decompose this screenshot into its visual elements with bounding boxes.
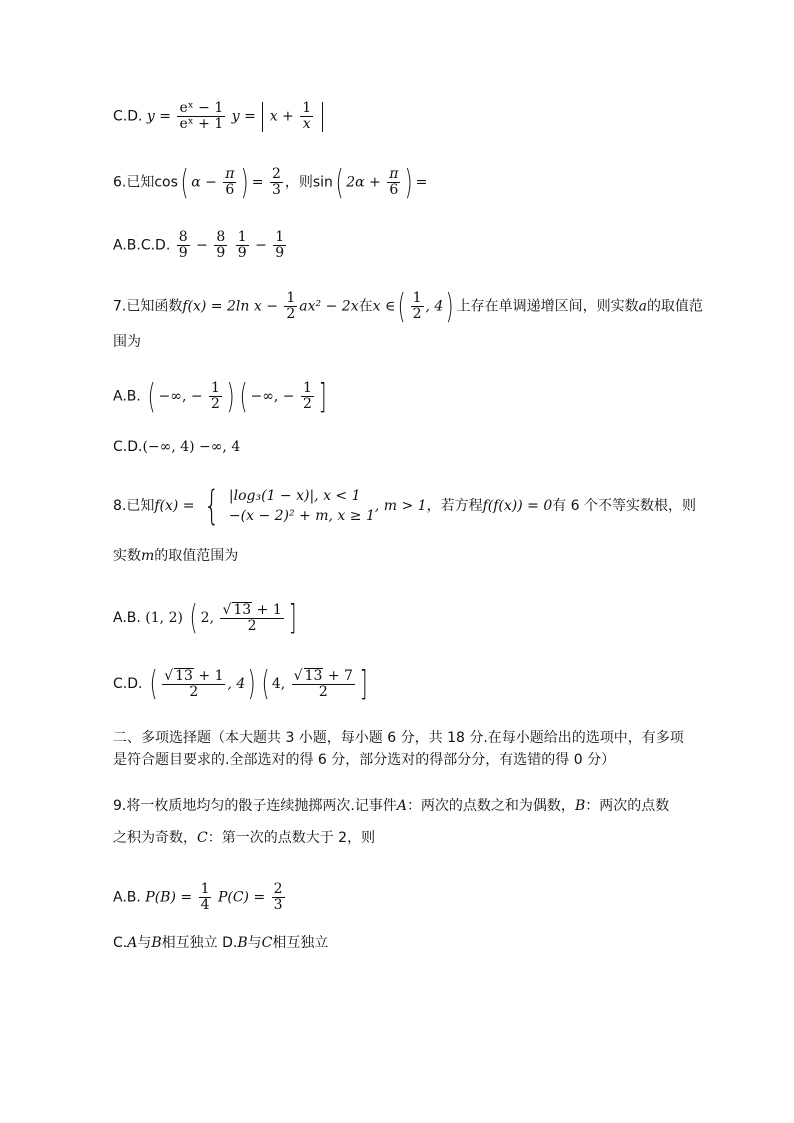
q7-interval-den: 2: [412, 306, 422, 322]
q6-six: 6: [225, 182, 235, 198]
q8-opt-b-frac: [220, 602, 283, 634]
q6-opt-b-den: 9: [216, 245, 226, 261]
q5-options-cd: [113, 101, 325, 132]
q6-three: 3: [271, 182, 281, 198]
q6-options: [113, 230, 288, 261]
q7-opt-b-num: 1: [302, 380, 312, 396]
q5-fraction-c: [177, 101, 225, 132]
paren-left: (: [147, 376, 156, 417]
q8-m-var: m: [141, 548, 155, 564]
q7-x-in: x ∈: [372, 298, 396, 315]
q6-alpha: α −: [191, 174, 217, 191]
q6-opt-d-den: 9: [275, 245, 285, 261]
q9-pb: P(B) =: [145, 889, 193, 906]
q6-opt-a: [177, 230, 190, 261]
q8-opt-c-frac: [162, 668, 225, 700]
q6-two: 2: [271, 166, 281, 182]
q9-pc-frac: [272, 882, 285, 913]
q9-opt-c-a: A: [127, 935, 138, 951]
paren-right: ): [241, 162, 250, 203]
q9-pb-num: 1: [200, 881, 210, 897]
q7-stem-line2: 围为: [113, 334, 141, 350]
q6-opt-a-den: 9: [178, 245, 188, 261]
paren-left: (: [261, 664, 270, 704]
q9-opt-c-b: B: [151, 935, 162, 951]
q7-fx: f(x) = 2ln x −: [182, 298, 278, 315]
q7-ax2: ax² − 2x: [299, 298, 359, 315]
q7-stem-prefix: 7.已知函数: [113, 298, 183, 315]
q9-opt-d-b: B: [237, 935, 248, 951]
q8-opt-b-plus: + 1: [256, 602, 282, 618]
paren-right: ): [445, 286, 454, 327]
paren-left: (: [397, 286, 406, 327]
q7-half-den: 2: [286, 306, 296, 322]
q8-stem-mid: ，若方程: [426, 498, 483, 514]
q6-tail: =: [415, 174, 428, 191]
q9-opt-d-mid: 与: [247, 935, 262, 951]
q7-opt-b-left: −∞, −: [250, 388, 295, 405]
paren-right: ): [247, 664, 256, 704]
q8-opt-d-plus: + 7: [327, 668, 353, 684]
q9-ab-label: A.B.: [113, 889, 141, 906]
q8-opt-d-num: √ 13 + 7: [293, 668, 353, 684]
q7-a-var: a: [638, 298, 647, 315]
q5-options-label: C.D.: [113, 108, 143, 125]
q6-opt-d-num: 1: [275, 229, 285, 245]
q9-pc-num: 2: [273, 881, 283, 897]
q7-half: [284, 291, 297, 322]
q7-opt-a-den: 2: [211, 396, 220, 412]
q8-opt-d-frac: [292, 668, 355, 700]
paren-left: (: [190, 598, 199, 638]
q8-stem-suffix: 有 6 个不等实数根，则: [552, 498, 697, 514]
q6-then: ，则sin: [284, 174, 333, 191]
q7-options-ab: [113, 376, 329, 417]
q7-stem-suffix: 上存在单调递增区间，则实数: [456, 298, 639, 315]
q7-opt-a-frac: [209, 381, 222, 412]
q6-six-b: 6: [389, 182, 399, 198]
q9-pb-den: 4: [200, 897, 210, 913]
q9-opt-d-suffix: 相互独立: [272, 935, 329, 951]
q6-opt-c: [236, 230, 249, 261]
q6-opt-d-sign: −: [255, 237, 267, 254]
q9-pc: P(C) =: [217, 889, 266, 906]
q6-opt-b-num: 8: [216, 229, 226, 245]
q8-opt-c-right: , 4: [227, 676, 246, 692]
q7-options-cd: [113, 436, 240, 458]
paren-left: (: [149, 664, 158, 704]
q6-two-alpha: 2α +: [346, 174, 381, 191]
q6-opt-a-num: 8: [178, 229, 188, 245]
q7-stem: [113, 286, 703, 327]
q5-y1: y: [146, 108, 155, 125]
bracket-right: ]: [288, 598, 297, 638]
q9-options-ab: [113, 882, 287, 913]
q6-pi-over-6-b: [387, 167, 400, 198]
q7-opt-a-left: −∞, −: [158, 388, 203, 405]
paren-left: (: [180, 162, 189, 203]
q6-opt-b-sign: −: [196, 237, 208, 254]
q5-d-den: x: [302, 116, 311, 132]
q8-ab-label: A.B.: [113, 610, 141, 626]
q5-eq: =: [159, 108, 172, 125]
q9-stem-line2: [113, 827, 375, 849]
q6-opt-d: [273, 230, 286, 261]
paren-right: ): [226, 376, 235, 417]
q8-opt-c-num: √ 13 + 1: [164, 668, 224, 684]
q9-options-cd: [113, 932, 328, 954]
q9-opt-c-suffix: 相互独立 D.: [161, 935, 238, 951]
q5-fraction-d: [300, 101, 313, 132]
q8-stem: [113, 483, 697, 529]
q6-opt-c-den: 9: [237, 245, 247, 261]
q8-cd-label: C.D.: [113, 676, 143, 692]
q8-options-cd: [113, 664, 370, 704]
q8-line2-prefix: 实数: [113, 548, 141, 564]
q7-opt-b-frac: [301, 381, 314, 412]
q8-stem-prefix: 8.已知: [113, 498, 155, 514]
q9-stem-line1: [113, 795, 669, 817]
q5-y2-prefix: y =: [231, 108, 256, 125]
q6-two-thirds: [270, 167, 283, 198]
q8-fx: f(x) =: [154, 498, 195, 514]
q6-eq: =: [251, 174, 264, 191]
q6-opt-b: [214, 230, 227, 261]
q8-opt-d-sqrt: 13: [304, 668, 323, 684]
q5-frac-den: eˣ + 1: [179, 116, 224, 132]
q8-stem-line2: [113, 545, 238, 567]
q9-event-b: B: [574, 798, 586, 814]
q9-line1-mid: ：两次的点数之和为偶数，: [406, 798, 575, 814]
q6-pi: π: [225, 166, 235, 182]
q6-pi-over-6: [223, 167, 236, 198]
paren-left: (: [239, 376, 248, 417]
q6-pi-b: π: [389, 166, 399, 182]
q9-event-c: C: [197, 830, 208, 846]
q5-d-num: 1: [302, 100, 312, 116]
q8-opt-b-num: √ 13 + 1: [222, 602, 282, 618]
q9-opt-c-mid: 与: [137, 935, 152, 951]
q8-line2-suffix: 的取值范围为: [154, 548, 239, 564]
q8-options-ab: [113, 598, 299, 638]
q8-case1: |log₃(1 − x)|, x < 1: [228, 488, 361, 504]
q9-opt-d-c: C: [261, 935, 273, 951]
q7-cd-label: C.D.: [113, 439, 143, 455]
q7-interval-half: [411, 291, 424, 322]
q9-line1-prefix: 9.将一枚质地均匀的骰子连续抛掷两次.记事件: [113, 798, 397, 814]
q7-opt-a-num: 1: [211, 380, 220, 396]
q6-opt-c-num: 1: [237, 229, 247, 245]
q8-m-cond: , m > 1: [374, 498, 427, 514]
q6-options-label: A.B.C.D.: [113, 237, 171, 254]
q7-stem-suffix2: 的取值范: [646, 298, 703, 315]
paren-right: ): [405, 162, 414, 203]
q8-opt-b-den: 2: [247, 618, 257, 634]
q8-opt-d-den: 2: [318, 684, 328, 700]
q7-ab-label: A.B.: [113, 388, 141, 405]
q6-stem-prefix: 6.已知cos: [113, 174, 178, 191]
q7-interval-right: , 4: [425, 298, 444, 315]
q8-opt-b-left: 2,: [200, 610, 215, 626]
q8-cases: [229, 486, 375, 526]
q8-opt-a: (1, 2): [145, 610, 183, 626]
q9-line1-suffix: ：两次的点数: [585, 798, 670, 814]
q8-case2: −(x − 2)² + m, x ≥ 1: [228, 508, 375, 524]
q9-event-a: A: [396, 798, 407, 814]
q7-in: 在: [358, 298, 373, 315]
q8-opt-b-sqrt: 13: [233, 602, 252, 618]
abs-bar-right: [322, 102, 323, 132]
paren-left: (: [335, 162, 344, 203]
brace-left: {: [204, 483, 220, 529]
q9-pb-frac: [199, 882, 212, 913]
q7-opt-cd-text: (−∞, 4) −∞, 4: [142, 439, 241, 455]
q7-half-num: 1: [286, 290, 296, 306]
q9-line2-prefix: 之积为奇数，: [113, 830, 197, 846]
q7-opt-b-den: 2: [302, 396, 312, 412]
q9-line2-suffix: ：第一次的点数大于 2，则: [207, 830, 376, 846]
q8-opt-d-left: 4,: [271, 676, 286, 692]
q8-opt-c-plus: + 1: [198, 668, 224, 684]
q9-cd-label: C.: [113, 935, 128, 951]
q8-opt-c-sqrt: 13: [175, 668, 193, 684]
q5-y2-x: x +: [269, 108, 294, 125]
abs-bar-left: [262, 102, 263, 132]
q9-pc-den: 3: [273, 897, 283, 913]
q5-frac-num: eˣ − 1: [179, 100, 224, 116]
q8-opt-c-den: 2: [189, 684, 199, 700]
q7-interval-num: 1: [412, 290, 422, 306]
bracket-right: ]: [318, 376, 327, 417]
q8-ffx: f(f(x)) = 0: [482, 498, 553, 514]
bracket-right: ]: [359, 664, 368, 704]
section2-heading: 二、多项选择题（本大题共 3 小题，每小题 6 分，共 18 分.在每小题给出的选项中，有多项是符合题目要求的.全部选对的得 6 分，部分选对的得部分分，有选错的得 0 分）: [113, 730, 684, 768]
q6-stem: [113, 162, 428, 203]
